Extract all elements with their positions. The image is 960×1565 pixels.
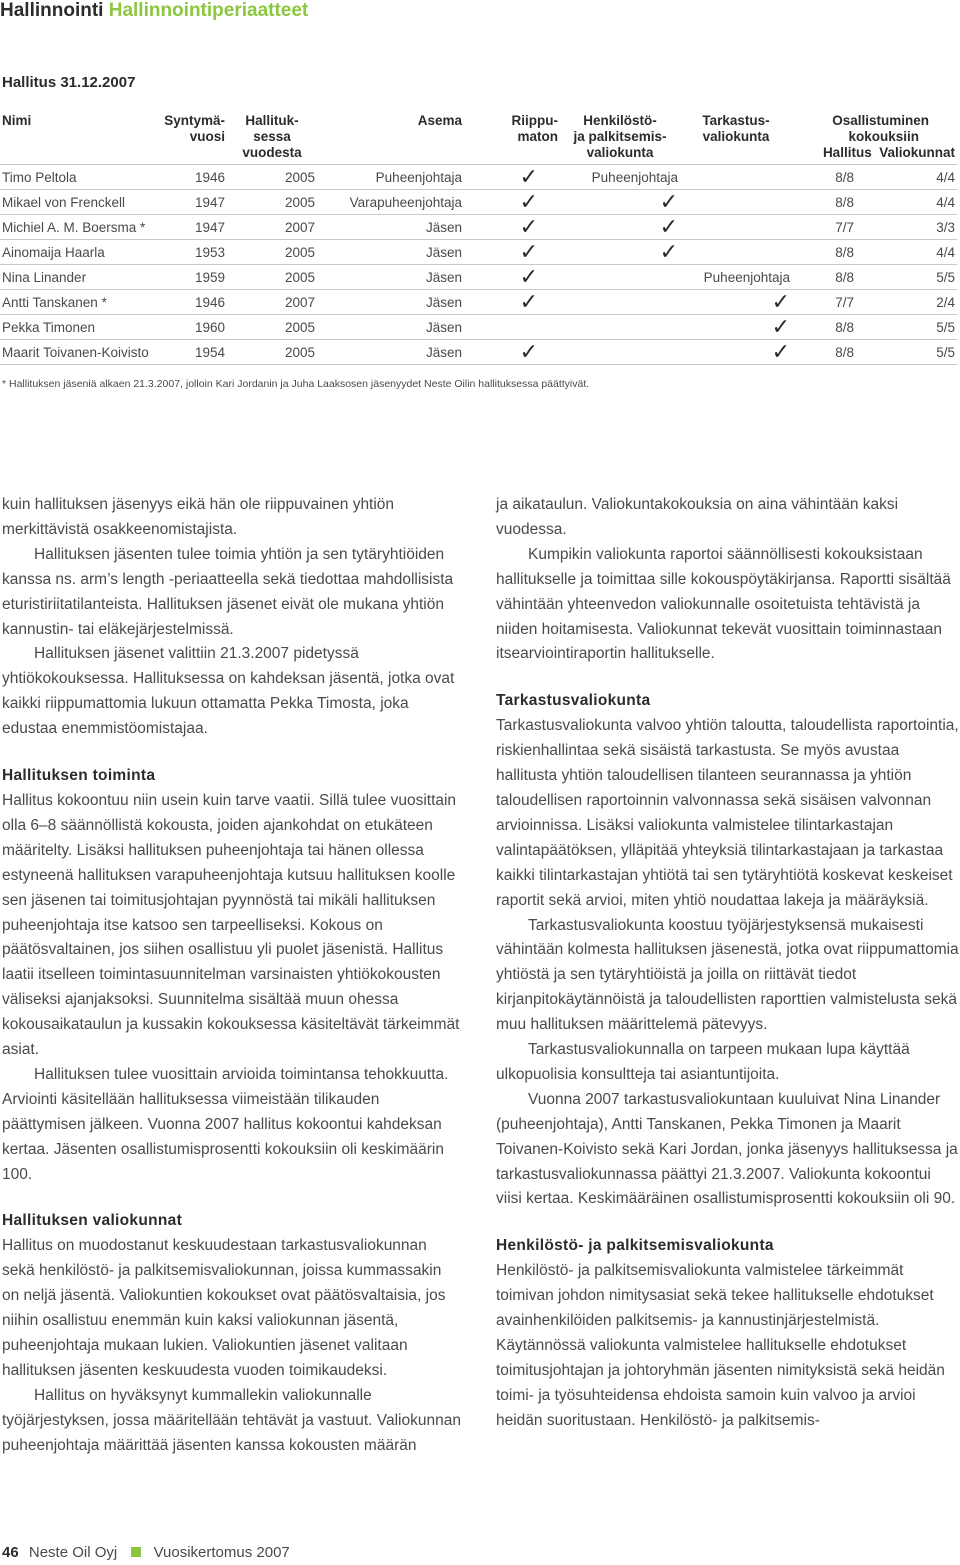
page-footer — [2, 1544, 290, 1561]
subsection-title: Hallinnointiperiaatteet — [108, 0, 309, 21]
cell-indep — [464, 315, 560, 340]
cell-since: 2005 — [227, 190, 317, 215]
cell-since: 2005 — [227, 165, 317, 190]
check-icon: ✓ — [680, 340, 792, 365]
cell-since: 2007 — [227, 290, 317, 315]
check-icon: ✓ — [464, 190, 560, 215]
cell-board: 8/8 — [792, 265, 884, 290]
check-icon: ✓ — [464, 215, 560, 240]
header-born: Syntymä- vuosi — [164, 113, 225, 144]
cell-name: Pekka Timonen — [0, 315, 160, 340]
cell-name: Timo Peltola — [0, 165, 160, 190]
cell-board: 7/7 — [792, 290, 884, 315]
cell-since: 2005 — [227, 340, 317, 365]
table-row — [0, 240, 957, 265]
cell-comm: 5/5 — [884, 265, 957, 290]
check-icon: ✓ — [560, 240, 680, 265]
cell-comm: 3/3 — [884, 215, 957, 240]
check-icon: ✓ — [560, 215, 680, 240]
cell-born: 1947 — [160, 215, 227, 240]
check-icon: ✓ — [464, 265, 560, 290]
green-square-icon — [131, 1547, 141, 1557]
table-footnote: * Hallituksen jäseniä alkaen 21.3.2007, jolloin Kari Jordanin ja Juha Laaksosen jäsenyydet Neste Oilin hallituksessa päättyivät. — [2, 378, 590, 390]
cell-audit: Puheenjohtaja — [680, 265, 792, 290]
table-row — [0, 215, 957, 240]
cell-name: Maarit Toivanen-Koivisto — [0, 340, 160, 365]
section-heading: Henkilöstö- ja palkitsemisvaliokunta — [496, 1237, 774, 1255]
page-number: 46 — [2, 1544, 19, 1561]
cell-board: 8/8 — [792, 315, 884, 340]
cell-name: Nina Linander — [0, 265, 160, 290]
cell-board: 8/8 — [792, 240, 884, 265]
cell-name: Mikael von Frenckell — [0, 190, 160, 215]
section-heading: Hallituksen valiokunnat — [2, 1212, 183, 1230]
check-icon: ✓ — [464, 290, 560, 315]
cell-comm: 5/5 — [884, 340, 957, 365]
cell-born: 1953 — [160, 240, 227, 265]
table-row — [0, 165, 957, 190]
table-row — [0, 290, 957, 315]
cell-board: 8/8 — [792, 190, 884, 215]
cell-audit — [680, 165, 792, 190]
cell-born: 1959 — [160, 265, 227, 290]
cell-since: 2005 — [227, 265, 317, 290]
table-row — [0, 265, 957, 290]
header-attend-board: Hallitus — [822, 145, 872, 160]
right-text-column — [496, 493, 960, 1434]
header-since: Hallituk- sessa vuodesta — [242, 113, 302, 160]
cell-board: 8/8 — [792, 340, 884, 365]
cell-hr — [560, 340, 680, 365]
body-paragraph: Hallitus on hyväksynyt kummallekin valiokunnalle työjärjestyksen, jossa määritellään tehtävät ja vastuut. Valiokunnan puheenjohtaja määrittää jäsenten kanssa kokousten määrän — [2, 1386, 461, 1454]
left-text-column — [2, 493, 462, 1459]
section-heading: Tarkastusvaliokunta — [496, 692, 651, 710]
check-icon: ✓ — [560, 190, 680, 215]
body-paragraph: Tarkastusvaliokunnalla on tarpeen mukaan lupa käyttää ulkopuolisia konsultteja tai asiantuntijoita. — [496, 1041, 910, 1083]
cell-hr — [560, 290, 680, 315]
table-title: Hallitus 31.12.2007 — [2, 74, 136, 91]
table-header-row — [0, 113, 957, 165]
board-table — [0, 113, 957, 365]
body-paragraph: Hallitus on muodostanut keskuudestaan tarkastusvaliokunnan sekä henkilöstö- ja palkitsemisvaliokunnan, joissa kummassakin on neljä jäsentä. Valiokuntien kokoukset ovat päätösvaltaisia, jos niihin osallistuu enemmän kuin kaksi valiokunnan jäsentä, puheenjohtaja mukaan lukien. Valiokuntien jäsenet valitaan hallituksen jäsenten keskuudesta vuoden toimikaudeksi. — [2, 1237, 446, 1379]
check-icon: ✓ — [680, 290, 792, 315]
report-name: Vuosikertomus 2007 — [153, 1544, 290, 1561]
cell-role: Jäsen — [317, 215, 464, 240]
cell-born: 1954 — [160, 340, 227, 365]
cell-born: 1960 — [160, 315, 227, 340]
cell-role: Varapuheenjohtaja — [317, 190, 464, 215]
cell-board: 7/7 — [792, 215, 884, 240]
header-audit-committee: Tarkastus- valiokunta — [702, 113, 770, 144]
check-icon: ✓ — [464, 165, 560, 190]
body-paragraph: kuin hallituksen jäsenyys eikä hän ole riippuvainen yhtiön merkittävistä osakkeenomistajista. — [2, 496, 395, 538]
header-role: Asema — [417, 113, 462, 128]
check-icon: ✓ — [464, 340, 560, 365]
check-icon: ✓ — [464, 240, 560, 265]
cell-role: Jäsen — [317, 340, 464, 365]
body-paragraph: Henkilöstö- ja palkitsemisvaliokunta valmistelee tärkeimmät toimivan johdon nimitysasiat sekä tekee hallitukselle ehdotukset avainhenkilöiden palkitsemis- ja kannustinjärjestelmistä. Käytännössä valiokunta valmistelee hallitukselle ehdotukset toimitusjohtajan ja johtoryhmän jäsenten nimityksistä sekä heidän toimi- ja työsuhteidensa ehdoista samoin kuin valvoo ja arvioi heidän suoritustaan. Henkilöstö- ja palkitsemis- — [496, 1262, 945, 1429]
cell-audit — [680, 240, 792, 265]
header-attendance: Osallistuminen kokouksiin Hallitus Valiokunnat — [822, 113, 955, 160]
cell-comm: 4/4 — [884, 240, 957, 265]
cell-comm: 2/4 — [884, 290, 957, 315]
cell-role: Jäsen — [317, 290, 464, 315]
body-paragraph: Hallitus kokoontuu niin usein kuin tarve vaatii. Sillä tulee vuosittain olla 6–8 säännöllistä kokousta, joiden ajankohdat on etukäteen määritelty. Lisäksi hallituksen puheenjohtaja tai hänen ollessa estyneenä hallituksen varapuheenjohtaja kutsuu hallituksen koolle sen jäsenen tai toimitusjohtajan pyynnöstä tai mikäli hallituksen puheenjohtaja itse katsoo sen tarpeelliseksi. Kokous on päätösvaltainen, jos siihen osallistuu yli puolet jäsenistä. Hallitus laatii itselleen toimintasuunnitelman varsinaisten yhtiökokousten väliseksi ajanjaksoksi. Suunnitelma sisältää muun ohessa kokousaikataulun ja kussakin kokouksessa käsiteltävät tärkeimmät asiat. — [2, 791, 460, 1059]
header-independent: Riippu- maton — [511, 113, 558, 144]
cell-since: 2005 — [227, 315, 317, 340]
cell-comm: 4/4 — [884, 165, 957, 190]
cell-comm: 5/5 — [884, 315, 957, 340]
cell-role: Jäsen — [317, 265, 464, 290]
cell-name: Antti Tanskanen * — [0, 290, 160, 315]
cell-comm: 4/4 — [884, 190, 957, 215]
cell-hr — [560, 315, 680, 340]
cell-name: Ainomaija Haarla — [0, 240, 160, 265]
check-icon: ✓ — [680, 315, 792, 340]
cell-audit — [680, 190, 792, 215]
table-row — [0, 340, 957, 365]
cell-audit — [680, 215, 792, 240]
cell-role: Jäsen — [317, 315, 464, 340]
cell-born: 1947 — [160, 190, 227, 215]
body-paragraph: Kumpikin valiokunta raportoi säännöllisesti kokouksistaan hallitukselle ja toimittaa sille kokouspöytäkirjansa. Raportti sisältää vähintään yhteenvedon valiokunnalle osoitetuista tehtävistä ja niiden hoitamisesta. Valiokunnat tekevät vuosittain toiminnastaan itsearviointiraportin hallitukselle. — [496, 545, 951, 663]
cell-role: Puheenjohtaja — [317, 165, 464, 190]
cell-hr — [560, 265, 680, 290]
company-name: Neste Oil Oyj — [28, 1544, 118, 1561]
cell-board: 8/8 — [792, 165, 884, 190]
cell-since: 2007 — [227, 215, 317, 240]
cell-born: 1946 — [160, 290, 227, 315]
cell-hr: Puheenjohtaja — [560, 165, 680, 190]
cell-since: 2005 — [227, 240, 317, 265]
cell-name: Michiel A. M. Boersma * — [0, 215, 160, 240]
body-paragraph: Vuonna 2007 tarkastusvaliokuntaan kuuluivat Nina Linander (puheenjohtaja), Antti Tanskanen, Pekka Timonen ja Maarit Toivanen-Koivisto sekä Kari Jordan, jonka jäsenyys hallituksessa ja tarkastusvaliokunnassa päättyi 21.3.2007. Valiokunta kokoontui viisi kertaa. Keskimääräinen osallistumisprosentti kokouksiin oli 90. — [496, 1090, 958, 1208]
body-paragraph: Tarkastusvaliokunta valvoo yhtiön taloutta, taloudellista raportointia, riskienhallintaa sekä sisäistä tarkastusta. Se myös avustaa hallitusta yhtiön taloudellisen tilanteen seurannassa ja yhtiön taloudellisen raportoinnin valvonnassa sekä sisäisen valvonnan arvioinnissa. Lisäksi valiokunta valmistelee tilintarkastajan valintapäätöksen, ylläpitää yhteyksiä tilintarkastajaan ja tarkastaa kaikki tilintarkastajan yhtiötä tai sen tytäryhtiötä koskevat keskeiset raportit sekä arvioi, miten yhtiö noudattaa lakeja ja määräyksiä. — [496, 717, 959, 909]
header-hr-committee: Henkilöstö- ja palkitsemis- valiokunta — [573, 113, 667, 160]
cell-role: Jäsen — [317, 240, 464, 265]
body-paragraph: Hallituksen jäsenet valittiin 21.3.2007 pidetyssä yhtiökokouksessa. Hallituksessa on kahdeksan jäsentä, jotka ovat kaikki riippumattomia lukuun ottamatta Pekka Timosta, joka edustaa enemmistöomistajaa. — [2, 645, 455, 738]
body-paragraph: Tarkastusvaliokunta koostuu työjärjestyksensä mukaisesti vähintään kolmesta hallituksen jäsenestä, jotka ovat riippumattomia yhtiöstä ja sen tytäryhtiöistä ja joilla on riittävät tiedot kirjanpitokäytännöistä ja taloudellisten raporttien valmistelusta sekä muu hallituksen määrittelemä pätevyys. — [496, 916, 959, 1034]
table-body — [0, 165, 957, 365]
page-header — [0, 0, 308, 22]
body-paragraph: Hallituksen jäsenten tulee toimia yhtiön ja sen tytäryhtiöiden kanssa ns. arm’s length -periaatteella sekä tiedottaa mahdollisista eturistiriitatilanteista. Hallituksen jäsenet eivät ole mukana yhtiön kannustin- tai eläkejärjestelmissä. — [2, 545, 454, 638]
table-row — [0, 315, 957, 340]
section-heading: Hallituksen toiminta — [2, 767, 156, 785]
section-title: Hallinnointi — [0, 0, 104, 21]
header-name: Nimi — [2, 113, 32, 128]
body-paragraph: ja aikataulun. Valiokuntakokouksia on aina vähintään kaksi vuodessa. — [496, 496, 899, 538]
table-row — [0, 190, 957, 215]
header-attend-committees: Valiokunnat — [879, 145, 955, 160]
body-paragraph: Hallituksen tulee vuosittain arvioida toimintansa tehokkuutta. Arviointi käsitellään hallituksessa viimeistään tilikauden päättymisen jälkeen. Vuonna 2007 hallitus kokoontui kahdeksan kertaa. Jäsenten osallistumisprosentti kokouksiin oli keskimäärin 100. — [2, 1065, 449, 1183]
cell-born: 1946 — [160, 165, 227, 190]
